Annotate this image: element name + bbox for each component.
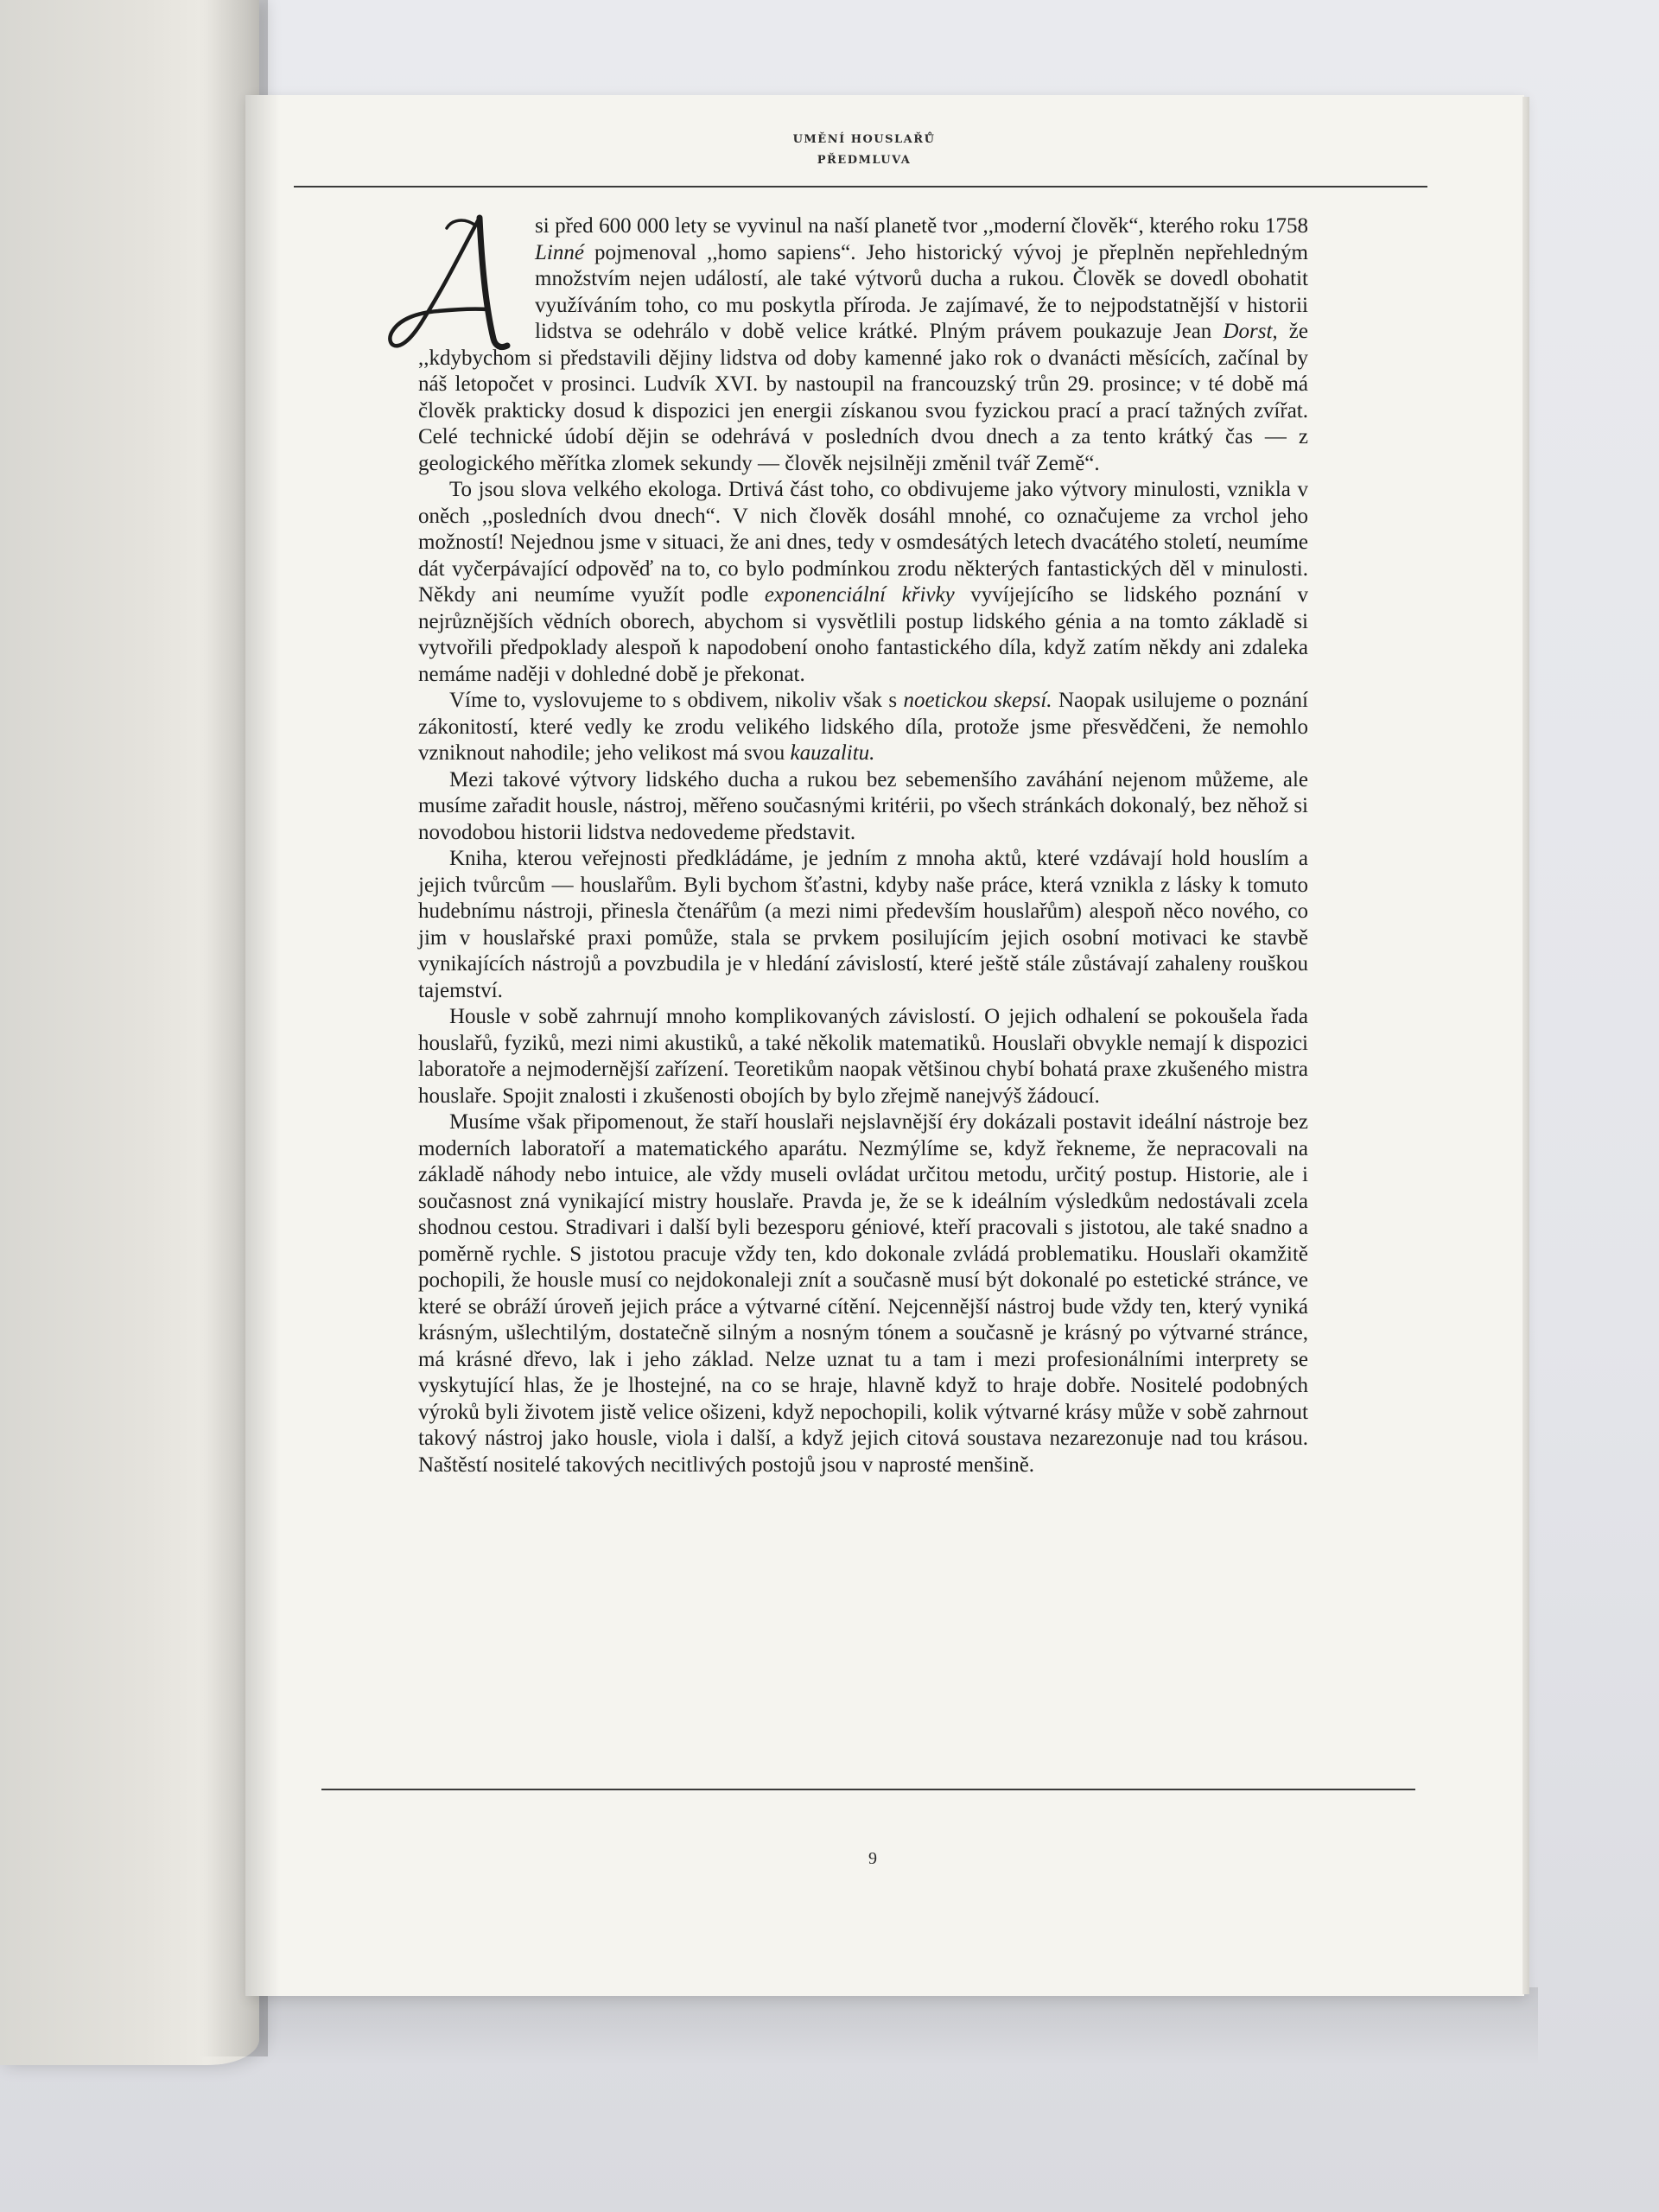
text-run: pojmenoval ,,homo sapiens“. Jeho historický vývoj je přeplněn nepřehledným množstvím nejen událostí, ale také výtvorů ducha a rukou. Člověk se dovedl obohatit využíváním toho, co mu poskytla příroda. Je zajímavé, že to nejpodstatnější v historii lidstva se odehrálo v době velice krátké. Plným právem poukazuje Jean (535, 240, 1308, 343)
footer-rule (321, 1789, 1415, 1790)
page-edge (1522, 97, 1529, 1994)
text-run: Naopak usilujeme o poznání zákonitostí, které vedly ke zrodu velikého lidského díla, protože jsme přesvědčeni, že nemohlo vzniknout nahodile; jeho velikost má svou (418, 689, 1308, 765)
paragraph-5: Kniha, kterou veřejnosti předkládáme, je jedním z mnoha aktů, které vzdávají hold houslím a jejich tvůrcům — houslařům. Byli bychom šťastni, kdyby naše práce, která vznikla z lásky k tomuto hudebnímu nástroji, přinesla čtenářům (a mezi nimi především houslařům) alespoň něco nového, co jim v houslařské praxi pomůže, stala se prvkem posilujícím jejich osobní motivaci ke stavbě vynikajících nástrojů a povzbudila je v hledání závislostí, které ještě stále zůstávají zahaleny rouškou tajemství. (418, 847, 1308, 1002)
paragraph-3 (418, 688, 1308, 767)
running-head (691, 130, 1037, 171)
header-rule (294, 186, 1427, 188)
paragraph-6: Housle v sobě zahrnují mnoho komplikovaných závislostí. O jejich odhalení se pokoušela řada houslařů, fyziků, mezi nimi akustiků, a také několik matematiků. Houslaři obvykle nemají k dispozici laboratoře a nejmodernější zařízení. Teoretikům naopak většinou chybí bohatá praxe zkušeného mistra houslaře. Spojit znalosti i zkušenosti obojích by bylo zřejmě nanejvýš žádoucí. (418, 1005, 1308, 1108)
italic-text: exponenciální křivky (764, 583, 955, 607)
book-shadow (207, 1987, 1538, 2065)
page-gutter-shadow (245, 95, 280, 1996)
italic-text: Dorst, (1223, 320, 1278, 343)
running-head-title: UMĚNÍ HOUSLAŘŮ (792, 133, 936, 146)
text-run: že ,,kdybychom si představili dějiny lidstva od doby kamenné jako rok o dvanácti měsících, začínal by náš letopočet v prosinci. Ludvík XVI. by nastoupil na francouzský trůn 29. prosince; v té době má člověk prakticky dosud k dispozici jen energii získanou svou fyzickou prací a prací tažných zvířat. Celé technické údobí dějin se odehrává v posledních dvou dnech a za tento krátký čas — z geologického měřítka zlomek sekundy — člověk nejsilněji změnil tvář Země“. (418, 320, 1308, 475)
body-text (418, 213, 1308, 1478)
italic-text: Linné (535, 240, 584, 264)
paragraph-4: Mezi takové výtvory lidského ducha a rukou bez sebemenšího zaváhání nejenom můžeme, ale musíme zařadit housle, nástroj, měřeno současnými kritérii, po všech stránkách dokonalý, bez něhož si novodobou historii lidstva nedovedeme představit. (418, 767, 1308, 844)
paragraph-2 (418, 477, 1308, 688)
italic-text: kauzalitu. (790, 741, 875, 765)
paragraph-1 (418, 213, 1308, 477)
text-run: To jsou slova velkého ekologa. Drtivá část toho, co obdivujeme jako výtvory minulosti, vznikla v oněch ,,posledních dvou dnech“. V nich člověk dosáhl mnohé, co označujeme za vrchol jeho možností! Nejednou jsme v situaci, že ani dnes, tedy v osmdesátých letech dvacátého století, neumíme dát vyčerpávající odpověď na to, co bylo podmínkou zrodu některých fantastických děl v minulosti. Někdy ani neumíme využít podle (418, 478, 1308, 607)
italic-text: noetickou skepsí. (903, 689, 1052, 712)
text-run: si před 600 000 lety se vyvinul na naší planetě tvor ,,moderní člověk“, kterého roku 1758 (535, 214, 1308, 238)
text-run: Víme to, vyslovujeme to s obdivem, nikoliv však s (449, 689, 904, 712)
paragraph-7: Musíme však připomenout, že staří houslaři nejslavnější éry dokázali postavit ideální nástroje bez moderních laboratoří a matematického aparátu. Nezmýlíme se, když řekneme, že nepracovali na základě náhody nebo intuice, ale vždy museli ovládat určitou metodu, určitý postup. Historie, ale i současnost zná vynikající mistry houslaře. Pravda je, že se k ideálním výsledkům nedostávali zcela shodnou cestou. Stradivari i další byli bezesporu géniové, kteří pracovali s jistotou, ale také snadno a poměrně rychle. S jistotou pracuje vždy ten, kdo dokonale zvládá problematiku. Houslaři okamžitě pochopili, že housle musí co nejdokonaleji znít a současně musí být dokonalé po estetické stránce, ve které se obráží úroveň jejich práce a výtvarné cítění. Nejcennější nástroj bude vždy ten, který vyniká krásným, ušlechtilým, dostatečně silným a nosným tónem a současně je krásný po výtvarné stránce, má krásné dřevo, lak i jeho základ. Nelze uznat tu a tam i mezi profesionálními interprety se vyskytující hlas, že je lhostejné, na co se hraje, hlavně když to hraje dobře. Nositelé podobných výroků byli životem jistě velice ošizeni, když nepochopili, kolik výtvarné krásy může v sobě zahrnout takový nástroj jako housle, viola i další, a když jejich citová soustava nezarezonuje nad tou krásou. Naštěstí nositelé takových necitlivých postojů jsou v naprosté menšině. (418, 1110, 1308, 1477)
running-head-section: PŘEDMLUVA (817, 154, 912, 167)
dropcap-space (418, 213, 535, 343)
text-run: vyvíjejícího se lidského poznání v nejrůznějších vědních oborech, abychom si vysvětlili postup lidského génia a na tomto základě si vytvořili předpoklady alespoň k napodobení onoho fantastického díla, když zatím někdy ani zdaleka nemáme naději v dohledné době je překonat. (418, 583, 1308, 686)
page-number: 9 (868, 1849, 877, 1868)
